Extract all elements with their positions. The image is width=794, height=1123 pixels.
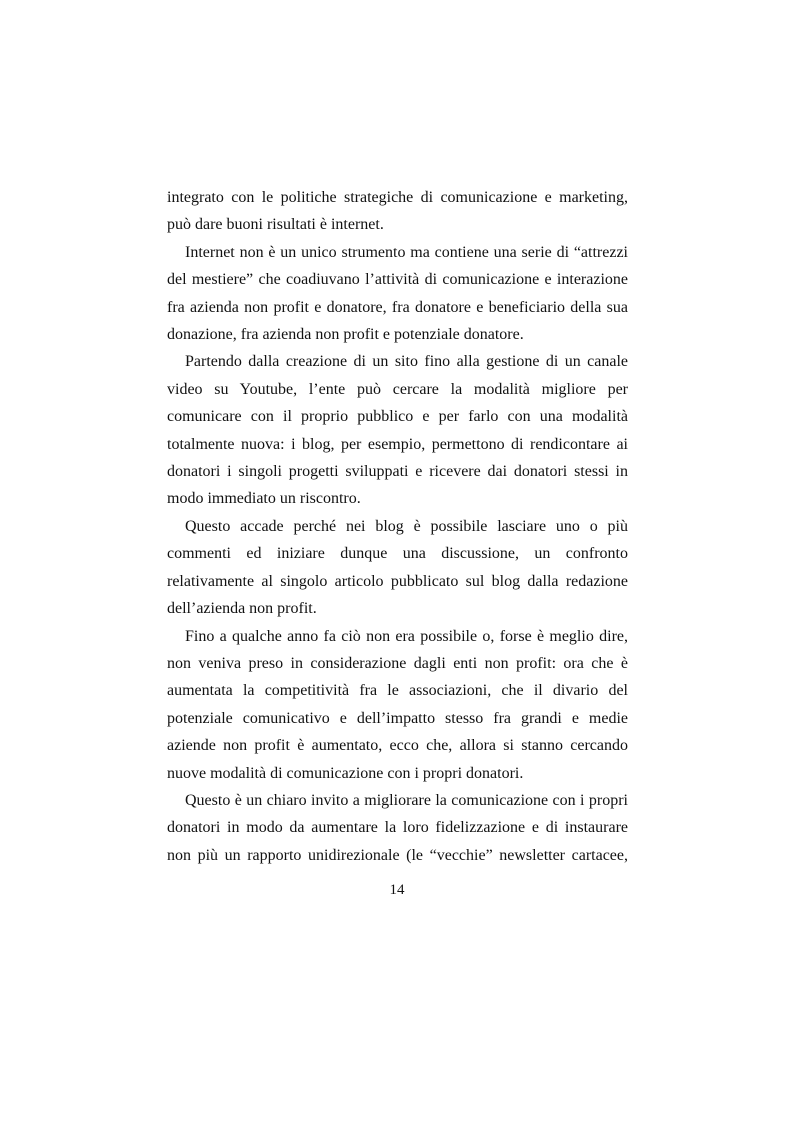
text-line: potenziale comunicativo e dell’impatto stesso fra grandi e medie — [167, 709, 628, 727]
paragraph-3 — [167, 348, 628, 512]
text-line: dell’azienda non profit. — [167, 600, 317, 618]
text-line: del mestiere” che coadiuvano l’attività di comunicazione e interazione — [167, 271, 628, 289]
text-line: totalmente nuova: i blog, per esempio, permettono di rendicontare ai — [167, 435, 628, 453]
text-line: donatori in modo da aumentare la loro fidelizzazione e di instaurare — [167, 819, 628, 837]
body-text — [167, 184, 628, 869]
text-line: Questo accade perché nei blog è possibile lasciare uno o più — [185, 517, 628, 535]
paragraph-4 — [167, 513, 628, 623]
page-number: 14 — [389, 882, 405, 898]
paragraph-2 — [167, 239, 628, 349]
text-line: relativamente al singolo articolo pubblicato sul blog dalla redazione — [167, 572, 628, 590]
text-line: comunicare con il proprio pubblico e per farlo con una modalità — [167, 408, 628, 426]
text-line: Fino a qualche anno fa ciò non era possibile o, forse è meglio dire, — [185, 627, 628, 645]
text-line: modo immediato un riscontro. — [167, 490, 361, 508]
text-line: aumentata la competitività fra le associazioni, che il divario del — [167, 682, 628, 700]
paragraph-1 — [167, 184, 628, 239]
paragraph-5 — [167, 623, 628, 787]
paragraph-6 — [167, 787, 628, 869]
text-line: aziende non profit è aumentato, ecco che, allora si stanno cercando — [167, 737, 628, 755]
text-line: Partendo dalla creazione di un sito fino alla gestione di un canale — [185, 353, 628, 371]
text-line: donatori i singoli progetti sviluppati e ricevere dai donatori stessi in — [167, 463, 628, 481]
text-line: non veniva preso in considerazione dagli enti non profit: ora che è — [167, 654, 628, 672]
text-line: Internet non è un unico strumento ma contiene una serie di “attrezzi — [185, 243, 628, 261]
text-line: fra azienda non profit e donatore, fra donatore e beneficiario della sua — [167, 298, 628, 316]
text-line: video su Youtube, l’ente può cercare la modalità migliore per — [167, 380, 628, 398]
text-line: può dare buoni risultati è internet. — [167, 216, 384, 234]
text-line: Questo è un chiaro invito a migliorare la comunicazione con i propri — [185, 791, 628, 809]
text-line: non più un rapporto unidirezionale (le “vecchie” newsletter cartacee, — [167, 846, 628, 864]
text-line: commenti ed iniziare dunque una discussione, un confronto — [167, 545, 628, 563]
text-line: nuove modalità di comunicazione con i propri donatori. — [167, 764, 524, 782]
text-line: donazione, fra azienda non profit e potenziale donatore. — [167, 326, 524, 344]
text-line: integrato con le politiche strategiche di comunicazione e marketing, — [167, 189, 628, 206]
